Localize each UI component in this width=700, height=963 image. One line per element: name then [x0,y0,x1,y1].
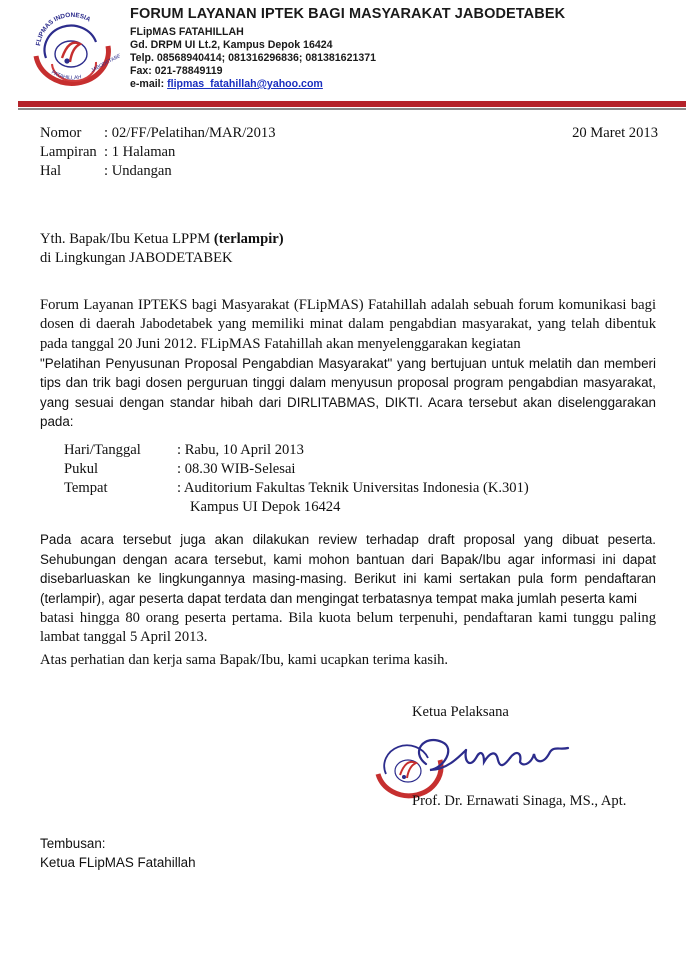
logo-text-bottom: FATAHILLAH [50,69,82,82]
letterhead-address: Gd. DRPM UI Lt.2, Kampus Depok 16424 [130,39,333,51]
email-link[interactable]: flipmas_fatahillah@yahoo.com [167,78,323,90]
day-value: : Rabu, 10 April 2013 [177,442,304,458]
paragraph-event-description: "Pelatihan Penyusunan Proposal Pengabdian Masyarakat" yang bertujuan untuk melatih dan memberi tips dan trik bagi dosen perguruan tinggi dalam menyusun proposal program pengabdian masyarakat, yang sesuai dengan standar hibah dari DIRLITABMAS, DIKTI. Acara tersebut akan diselenggarakan pada: [40,356,656,430]
meta-nomor [40,124,276,143]
meta-hal [40,162,172,181]
schedule-place [64,479,529,498]
closing-sentence: Atas perhatian dan kerja sama Bapak/Ibu, kami ucapkan terima kasih. [40,652,449,668]
place-value: : Auditorium Fakultas Teknik Universitas Indonesia (K.301) [177,480,529,496]
schedule-time [64,460,296,479]
logo-graphic [22,6,120,90]
place-value-line2: Kampus UI Depok 16424 [190,499,341,515]
lampiran-value: : 1 Halaman [104,144,176,160]
logo-text-right: JABODETABEK [90,51,120,74]
letterhead-title: FORUM LAYANAN IPTEK BAGI MASYARAKAT JABODETABEK [130,6,566,22]
letterhead-email-line [130,78,323,90]
paragraph-review: Pada acara tersebut juga akan dilakukan review terhadap draft proposal yang dibuat peserta. Sehubungan dengan acara tersebut, kami mohon bantuan dari Bapak/Ibu agar informasi ini dapat disebarluaskan ke lingkungannya masing-masing. Berikut ini kami sertakan pula form pendaftaran (terlampir), agar peserta dapat terdata dan mengingat terbatasnya tempat maka jumlah peserta kami [40,532,656,606]
signature-scribble [400,728,580,784]
recipient-name: Yth. Bapak/Ibu Ketua LPPM [40,231,211,247]
time-label: Pukul [64,461,99,477]
time-value: : 08.30 WIB-Selesai [177,461,296,477]
place-label: Tempat [64,480,108,496]
signature-role: Ketua Pelaksana [412,704,509,720]
nomor-value: : 02/FF/Pelatihan/MAR/2013 [104,125,276,141]
cc-recipient: Ketua FLipMAS Fatahillah [40,855,196,870]
logo-text-top: FLIPMAS INDONESIA [34,11,92,47]
hal-label: Hal [40,163,62,179]
letterhead [0,0,700,112]
lampiran-label: Lampiran [40,144,97,160]
recipient-line2: di Lingkungan JABODETABEK [40,250,233,266]
paragraph-quota: batasi hingga 80 orang peserta pertama. Bila kuota belum terpenuhi, pendaftaran kami tunggu paling lambat tanggal 5 April 2013. [40,610,656,646]
day-label: Hari/Tanggal [64,442,141,458]
hal-value: : Undangan [104,163,172,179]
recipient-line1 [40,230,284,249]
cc-label: Tembusan: [40,836,106,851]
paragraph-intro: Forum Layanan IPTEKS bagi Masyarakat (FLipMAS) Fatahillah adalah sebuah forum komunikasi bagi dosen di daerah Jabodetabek yang memiliki minat dalam pengabdian masyarakat, yang telah dibentuk pada tanggal 20 Juni 2012. FLipMAS Fatahillah akan menyelenggarakan kegiatan [40,297,656,352]
handwritten-signature [400,728,580,784]
letterhead-divider-red [18,101,686,107]
flipmas-logo [22,6,120,90]
email-label: e-mail: [130,78,165,90]
letterhead-fax: Fax: 021-78849119 [130,65,223,77]
meta-lampiran [40,143,175,162]
recipient-attachment-note: (terlampir) [213,231,284,247]
letterhead-divider-grey [18,108,686,110]
nomor-label: Nomor [40,125,82,141]
letter-date: 20 Maret 2013 [572,125,658,141]
letterhead-phone: Telp. 08568940414; 081316296836; 081381621371 [130,52,377,64]
schedule-day [64,441,304,460]
signatory-name: Prof. Dr. Ernawati Sinaga, MS., Apt. [412,793,627,809]
letterhead-org: FLipMAS FATAHILLAH [130,26,244,38]
